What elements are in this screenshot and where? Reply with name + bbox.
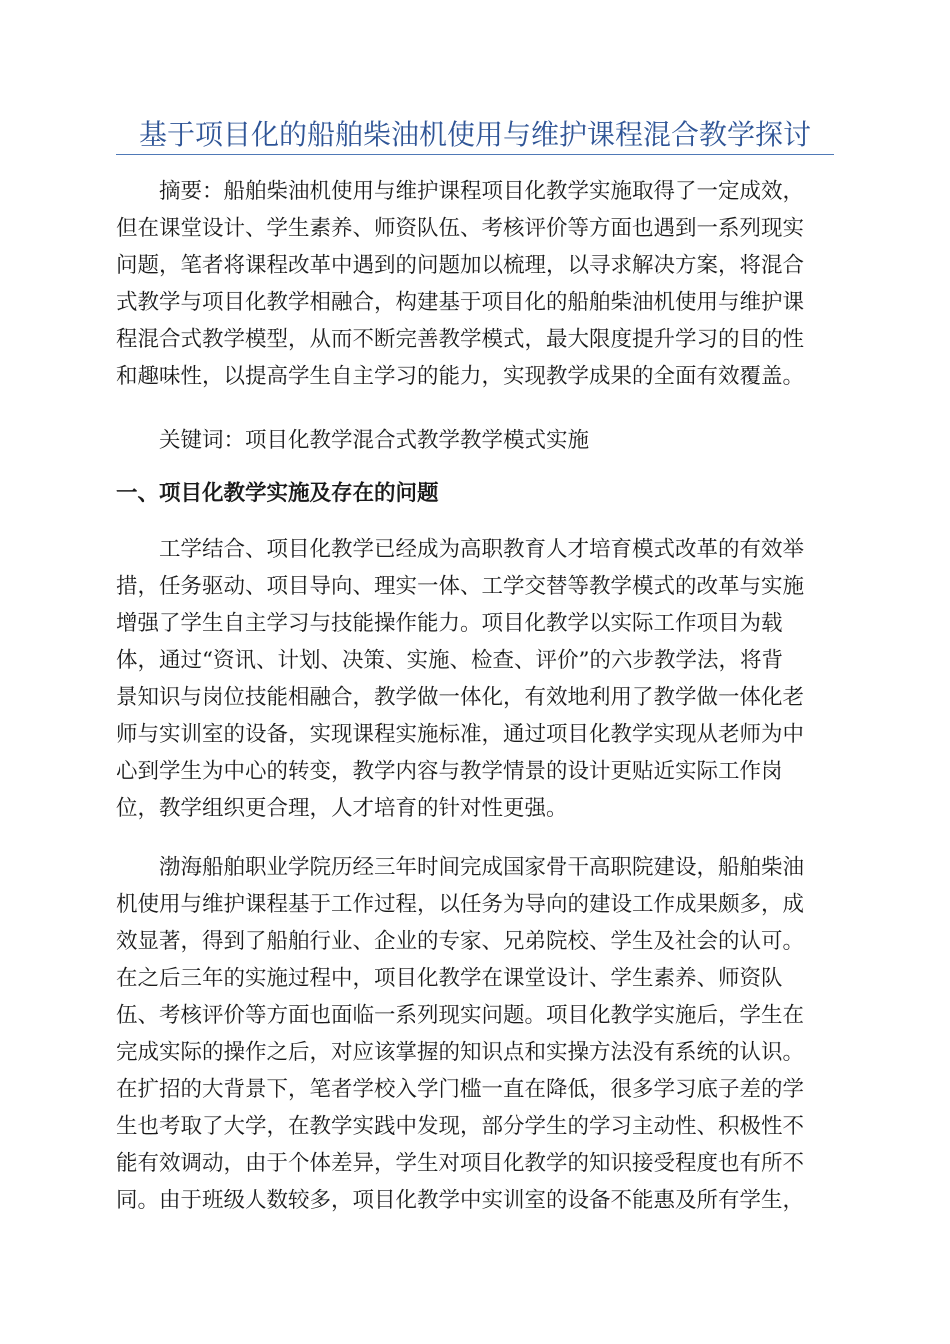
paragraph-line: 伍、考核评价等方面也面临一系列现实问题。项目化教学实施后，学生在	[116, 1003, 805, 1028]
paragraph-line: 在之后三年的实施过程中，项目化教学在课堂设计、学生素养、师资队	[116, 966, 783, 991]
abstract-line: 式教学与项目化教学相融合，构建基于项目化的船舶柴油机使用与维护课	[116, 290, 805, 315]
paragraph-line: 工学结合、项目化教学已经成为高职教育人才培育模式改革的有效举	[116, 537, 805, 562]
abstract-line: 问题，笔者将课程改革中遇到的问题加以梳理，以寻求解决方案，将混合	[116, 253, 805, 278]
keywords-paragraph	[116, 422, 834, 459]
paragraph-line: 体，通过“资讯、计划、决策、实施、检查、评价”的六步教学法，将背	[116, 648, 783, 673]
paragraph-line: 同。由于班级人数较多，项目化教学中实训室的设备不能惠及所有学生，	[116, 1188, 805, 1213]
title-underline	[116, 154, 834, 155]
body-paragraph-1	[116, 531, 834, 827]
keywords-line: 关键词：项目化教学混合式教学教学模式实施	[116, 428, 590, 453]
paragraph-line: 增强了学生自主学习与技能操作能力。项目化教学以实际工作项目为载	[116, 611, 783, 636]
body-paragraph-2	[116, 849, 834, 1219]
abstract-paragraph	[116, 173, 834, 395]
paragraph-line: 在扩招的大背景下，笔者学校入学门槛一直在降低，很多学习底子差的学	[116, 1077, 805, 1102]
paragraph-line: 景知识与岗位技能相融合，教学做一体化，有效地利用了教学做一体化老	[116, 685, 805, 710]
section-heading: 一、项目化教学实施及存在的问题	[116, 481, 439, 506]
document-title: 基于项目化的船舶柴油机使用与维护课程混合教学探讨	[138, 118, 811, 151]
paragraph-line: 能有效调动，由于个体差异，学生对项目化教学的知识接受程度也有所不	[116, 1151, 805, 1176]
abstract-line: 和趣味性，以提高学生自主学习的能力，实现教学成果的全面有效覆盖。	[116, 364, 805, 389]
paragraph-line: 完成实际的操作之后，对应该掌握的知识点和实操方法没有系统的认识。	[116, 1040, 805, 1065]
paragraph-line: 效显著，得到了船舶行业、企业的专家、兄弟院校、学生及社会的认可。	[116, 929, 805, 954]
paragraph-line: 措，任务驱动、项目导向、理实一体、工学交替等教学模式的改革与实施	[116, 574, 805, 599]
paragraph-line: 心到学生为中心的转变，教学内容与教学情景的设计更贴近实际工作岗	[116, 759, 783, 784]
abstract-line: 摘要：船舶柴油机使用与维护课程项目化教学实施取得了一定成效，	[116, 179, 805, 204]
abstract-line: 程混合式教学模型，从而不断完善教学模式，最大限度提升学习的目的性	[116, 327, 805, 352]
paragraph-line: 位，教学组织更合理，人才培育的针对性更强。	[116, 796, 568, 821]
paragraph-line: 机使用与维护课程基于工作过程，以任务为导向的建设工作成果颇多，成	[116, 892, 805, 917]
paragraph-line: 生也考取了大学，在教学实践中发现，部分学生的学习主动性、积极性不	[116, 1114, 805, 1139]
paragraph-line: 渤海船舶职业学院历经三年时间完成国家骨干高职院建设，船舶柴油	[116, 855, 805, 880]
abstract-line: 但在课堂设计、学生素养、师资队伍、考核评价等方面也遇到一系列现实	[116, 216, 805, 241]
paragraph-line: 师与实训室的设备，实现课程实施标准，通过项目化教学实现从老师为中	[116, 722, 805, 747]
